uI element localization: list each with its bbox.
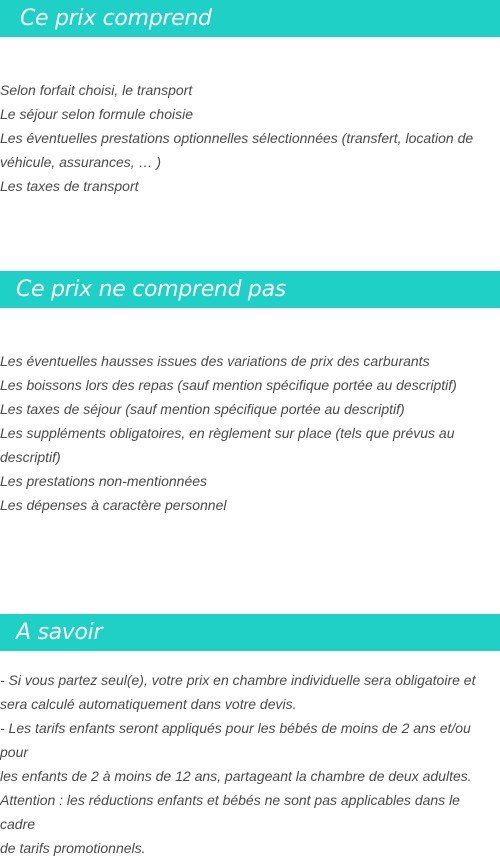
list-item: véhicule, assurances, … ) — [0, 154, 162, 170]
list-item: Les dépenses à caractère personnel — [0, 497, 227, 513]
list-item: les enfants de 2 à moins de 12 ans, partageant la chambre de deux adultes. — [0, 768, 472, 784]
section-body-not-included — [0, 349, 500, 517]
list-item: descriptif) — [0, 449, 61, 465]
list-item: Le séjour selon formule choisie — [0, 106, 193, 122]
list-item: Les éventuelles hausses issues des variations de prix des carburants — [0, 353, 430, 369]
section-body-included — [0, 78, 500, 198]
list-item: sera calculé automatiquement dans votre devis. — [0, 696, 297, 712]
list-item: Les éventuelles prestations optionnelles sélectionnées (transfert, location de — [0, 130, 474, 146]
section-title: Ce prix comprend — [20, 6, 212, 31]
list-item: Les boissons lors des repas (sauf mention spécifique portée au descriptif) — [0, 377, 457, 393]
list-item: Selon forfait choisi, le transport — [0, 82, 193, 98]
section-header-included — [0, 0, 500, 37]
list-item: de tarifs promotionnels. — [0, 840, 146, 856]
section-header-good-to-know — [0, 614, 500, 651]
section-title: A savoir — [16, 620, 103, 645]
section-title: Ce prix ne comprend pas — [16, 277, 286, 302]
section-body-good-to-know — [0, 668, 500, 860]
section-header-not-included — [0, 271, 500, 308]
list-item: Les prestations non-mentionnées — [0, 473, 208, 489]
list-item: Attention : les réductions enfants et bébés ne sont pas applicables dans le cadre — [0, 792, 460, 832]
list-item: Les suppléments obligatoires, en règlement sur place (tels que prévus au — [0, 425, 455, 441]
list-item: Les taxes de séjour (sauf mention spécifique portée au descriptif) — [0, 401, 405, 417]
list-item: Les taxes de transport — [0, 178, 139, 194]
list-item: - Si vous partez seul(e), votre prix en chambre individuelle sera obligatoire et — [0, 672, 476, 688]
list-item: - Les tarifs enfants seront appliqués pour les bébés de moins de 2 ans et/ou pour — [0, 720, 471, 760]
